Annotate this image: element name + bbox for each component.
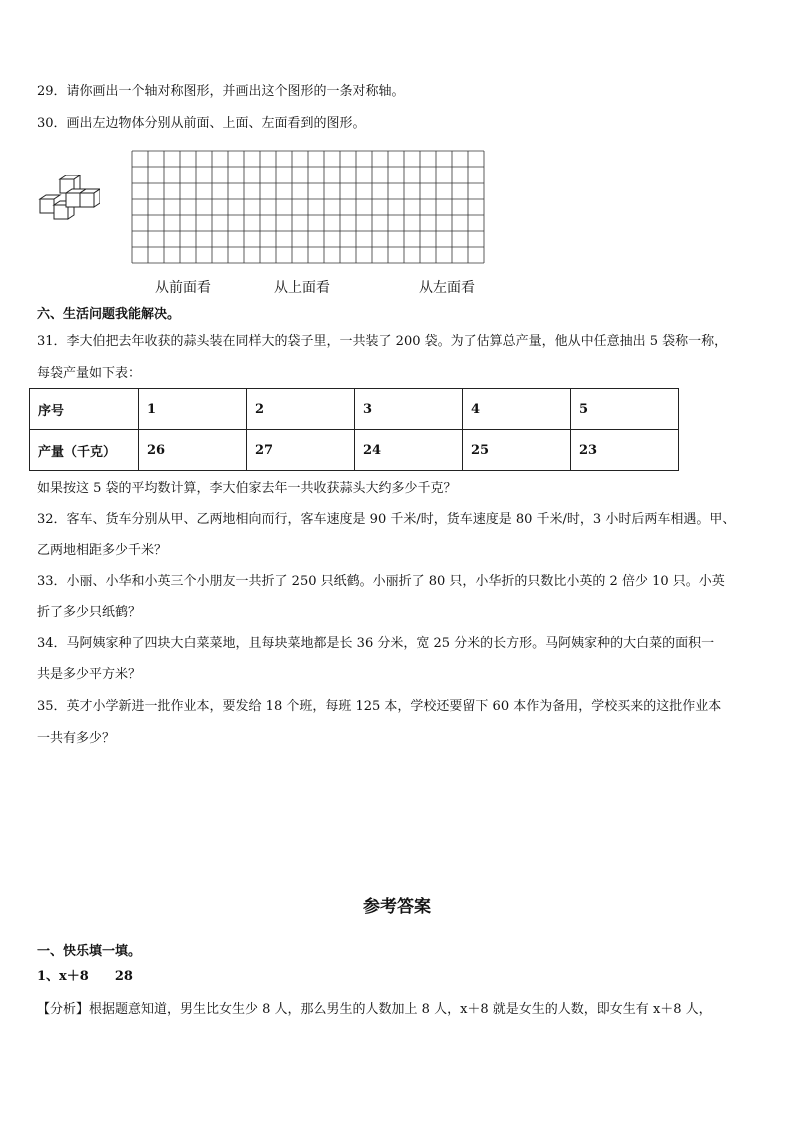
analysis-1: 【分析】根据题意知道，男生比女生少 8 人，那么男生的人数加上 8 人，x＋8 就是女生的人数，即女生有 x＋8 人， bbox=[37, 1002, 712, 1017]
table-cell: 27 bbox=[247, 430, 355, 471]
caption-left-view: 从左面看 bbox=[419, 280, 475, 296]
table-cell: 3 bbox=[355, 389, 463, 430]
answer-title: 参考答案 bbox=[363, 897, 431, 917]
cube-figure bbox=[38, 175, 100, 223]
table-cell: 5 bbox=[571, 389, 679, 430]
table-cell: 23 bbox=[571, 430, 679, 471]
question-35-line-2: 一共有多少？ bbox=[37, 731, 116, 746]
table-row bbox=[30, 389, 679, 430]
question-29: 29．请你画出一个轴对称图形，并画出这个图形的一条对称轴。 bbox=[37, 84, 405, 99]
section-6-heading: 六、生活问题我能解决。 bbox=[37, 307, 181, 322]
question-32-line-1: 32．客车、货车分别从甲、乙两地相向而行，客车速度是 90 千米/时，货车速度是 80 千米/时，3 小时后两车相遇。甲、 bbox=[37, 512, 736, 527]
question-34-line-2: 共是多少平方米？ bbox=[37, 667, 142, 682]
drawing-grid[interactable] bbox=[131, 150, 485, 266]
question-30: 30．画出左边物体分别从前面、上面、左面看到的图形。 bbox=[37, 116, 366, 131]
answer-section-1-heading: 一、快乐填一填。 bbox=[37, 944, 142, 959]
question-35-line-1: 35．英才小学新进一批作业本，要发给 18 个班，每班 125 本，学校还要留下 60 本作为备用，学校买来的这批作业本 bbox=[37, 699, 722, 714]
table-row bbox=[30, 430, 679, 471]
question-33-line-2: 折了多少只纸鹤？ bbox=[37, 605, 142, 620]
table-cell: 24 bbox=[355, 430, 463, 471]
question-32-line-2: 乙两地相距多少千米？ bbox=[37, 543, 168, 558]
table-cell: 序号 bbox=[30, 389, 139, 430]
table-cell: 1 bbox=[139, 389, 247, 430]
caption-top-view: 从上面看 bbox=[274, 280, 330, 296]
question-33-line-1: 33．小丽、小华和小英三个小朋友一共折了 250 只纸鹤。小丽折了 80 只，小华折的只数比小英的 2 倍少 10 只。小英 bbox=[37, 574, 725, 589]
answer-1: 1、x＋8 28 bbox=[37, 969, 133, 984]
table-cell: 26 bbox=[139, 430, 247, 471]
question-31-line-1: 31．李大伯把去年收获的蒜头装在同样大的袋子里，一共装了 200 袋。为了估算总产量，他从中任意抽出 5 袋称一称， bbox=[37, 334, 728, 349]
question-31-line-2: 每袋产量如下表： bbox=[37, 366, 142, 381]
question-34-line-1: 34．马阿姨家种了四块大白菜菜地，且每块菜地都是长 36 分米，宽 25 分米的长方形。马阿姨家种的大白菜的面积一 bbox=[37, 636, 715, 651]
table-cell: 产量（千克） bbox=[30, 430, 139, 471]
table-cell: 2 bbox=[247, 389, 355, 430]
table-cell: 25 bbox=[463, 430, 571, 471]
yield-table bbox=[29, 388, 679, 471]
question-31-line-3: 如果按这 5 袋的平均数计算，李大伯家去年一共收获蒜头大约多少千克？ bbox=[37, 481, 457, 496]
table-cell: 4 bbox=[463, 389, 571, 430]
caption-front-view: 从前面看 bbox=[155, 280, 211, 296]
